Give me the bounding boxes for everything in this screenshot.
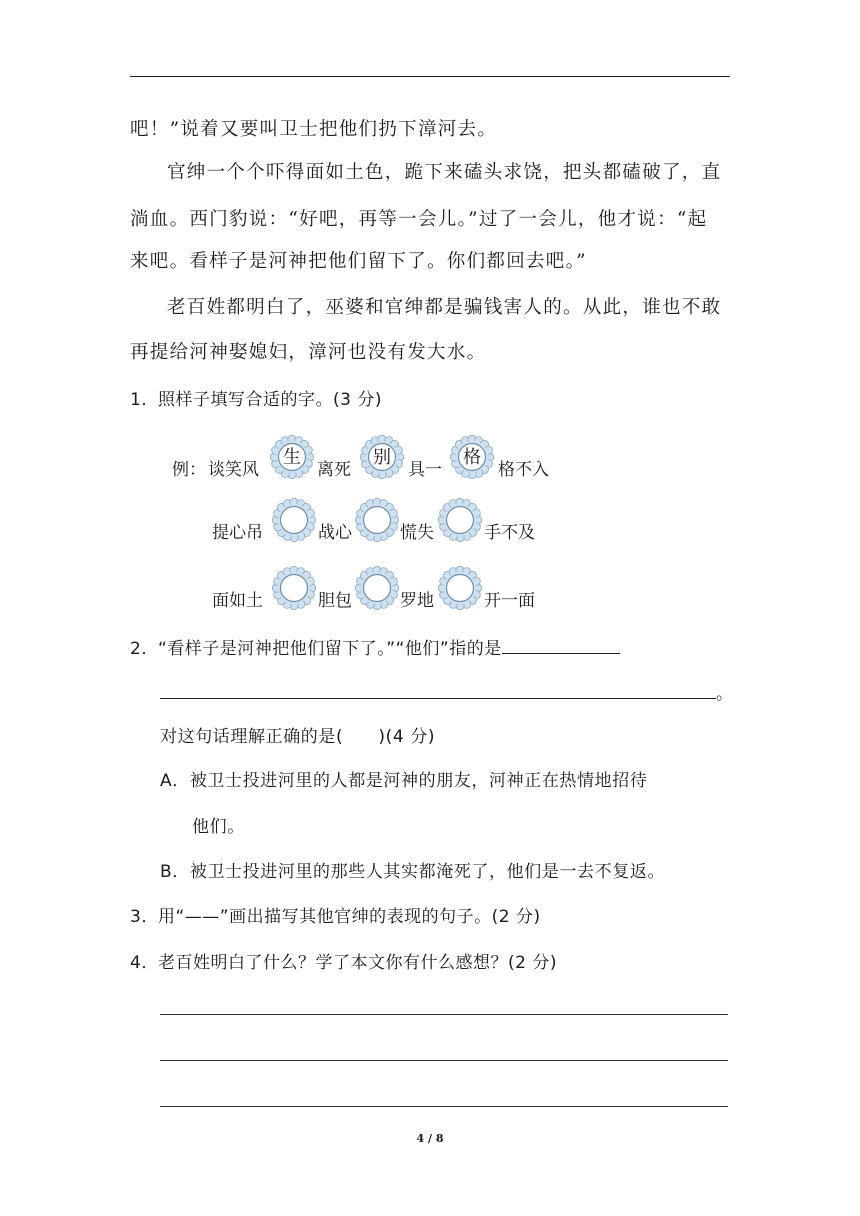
answer-blank[interactable]	[160, 680, 716, 699]
idiom-fragment: 胆包	[318, 591, 352, 611]
passage-line: 吧！”说着又要叫卫士把他们扔下漳河去。	[130, 119, 498, 140]
fill-row-2	[172, 566, 572, 616]
idiom-fragment: 提心吊	[212, 523, 263, 543]
question-3	[130, 905, 730, 929]
idiom-fragment: 战心	[318, 523, 352, 543]
answer-line[interactable]	[160, 1060, 728, 1061]
idiom-fragment: 离死	[317, 460, 351, 480]
fill-row-1	[172, 498, 572, 548]
question-4	[130, 951, 730, 975]
fill-flower-box[interactable]	[272, 566, 316, 610]
page-number: 4 / 8	[416, 1132, 444, 1145]
fill-flower-box[interactable]	[272, 498, 316, 542]
question-2-sub: 对这句话理解正确的是( )(4 分)	[160, 727, 436, 747]
question-text: 照样子填写合适的字。(3 分)	[158, 390, 382, 410]
question-number: 1．	[130, 390, 159, 410]
question-1	[130, 388, 730, 412]
option-a-continued: 他们。	[192, 817, 245, 837]
option-b[interactable]: B．被卫士投进河里的那些人其实都淹死了，他们是一去不复返。	[160, 862, 666, 882]
idiom-fragment: 手不及	[484, 523, 535, 543]
question-text: “看样子是河神把他们留下了。”“他们”指的是	[158, 639, 502, 659]
idiom-fragment: 罗地	[400, 591, 434, 611]
question-number: 2．	[130, 639, 159, 659]
fill-flower-box[interactable]	[438, 566, 482, 610]
period: 。	[716, 684, 734, 704]
idiom-fragment: 开一面	[484, 591, 535, 611]
example-answer-char: 别	[373, 447, 391, 468]
passage-line: 再提给河神娶媳妇，漳河也没有发大水。	[130, 342, 487, 363]
passage-line: 淌血。西门豹说：“好吧，再等一会儿。”过了一会儿，他才说：“起	[130, 209, 708, 230]
question-2	[130, 635, 730, 661]
fill-flower-box[interactable]	[438, 498, 482, 542]
question-text: 用“——”画出描写其他官绅的表现的句子。(2 分)	[158, 907, 541, 927]
passage-line: 老百姓都明白了，巫婆和官绅都是骗钱害人的。从此，谁也不敢	[167, 297, 722, 318]
idiom-fragment: 谈笑风	[208, 460, 259, 480]
question-number: 3．	[130, 907, 159, 927]
answer-line[interactable]	[160, 1014, 728, 1015]
answer-blank-line	[160, 680, 740, 706]
answer-line[interactable]	[160, 1106, 728, 1107]
passage-line: 来吧。看样子是河神把他们留下了。你们都回去吧。”	[130, 251, 587, 272]
fill-flower-box[interactable]	[355, 498, 399, 542]
example-answer-char: 生	[283, 447, 301, 468]
question-number: 4．	[130, 953, 159, 973]
example-flower-box	[270, 435, 314, 479]
question-text: 老百姓明白了什么？学了本文你有什么感想？(2 分)	[158, 953, 557, 973]
example-label: 例：	[172, 460, 206, 480]
passage-line: 官绅一个个吓得面如土色，跪下来磕头求饶，把头都磕破了，直	[167, 162, 722, 183]
idiom-fragment: 慌失	[400, 523, 434, 543]
idiom-fragment: 面如土	[212, 591, 263, 611]
fill-flower-box[interactable]	[355, 566, 399, 610]
example-flower-box	[450, 435, 494, 479]
header-rule	[130, 76, 730, 77]
option-a[interactable]: A．被卫士投进河里的人都是河神的朋友，河神正在热情地招待	[160, 771, 648, 791]
answer-blank[interactable]	[502, 635, 620, 654]
example-flower-box	[360, 435, 404, 479]
example-answer-char: 格	[463, 447, 481, 468]
idiom-fragment: 具一	[408, 460, 442, 480]
idiom-fragment: 格不入	[498, 460, 549, 480]
example-row	[172, 435, 572, 485]
